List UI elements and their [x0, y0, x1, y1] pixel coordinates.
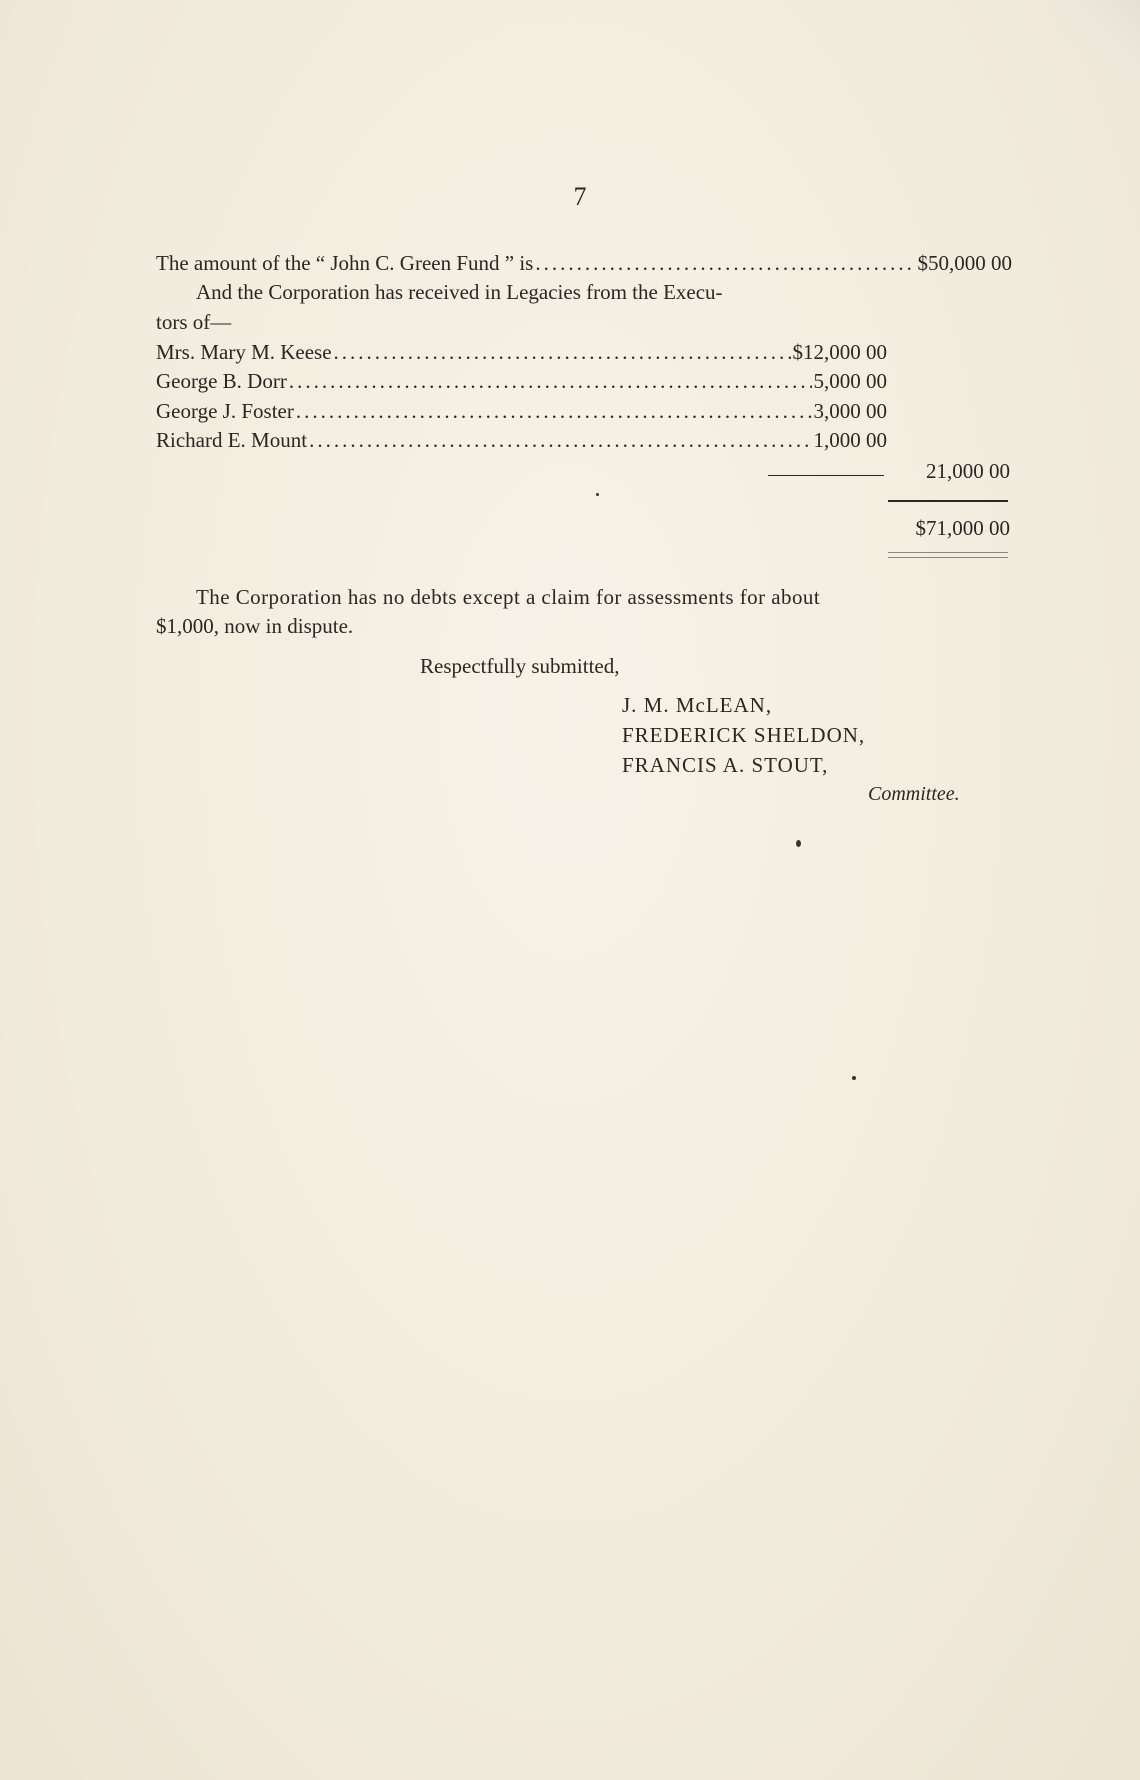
legacies-intro-line-1: And the Corporation has received in Legacies from the Execu- [196, 280, 723, 304]
legacy-name: George J. Foster [156, 399, 294, 423]
page-number: 7 [573, 182, 587, 211]
legacy-name: Mrs. Mary M. Keese [156, 340, 332, 364]
subtotal-rule [768, 475, 884, 476]
legacy-amount: $12,000 00 [792, 340, 887, 364]
dot-leader [296, 396, 812, 426]
paper-speck [596, 493, 599, 496]
fund-label: The amount of the “ John C. Green Fund ” is [156, 251, 534, 275]
legacies-intro-line-2: tors of— [156, 310, 232, 334]
dot-leader [289, 366, 812, 396]
debts-line-2: $1,000, now in dispute. [156, 614, 354, 638]
legacy-row [156, 337, 887, 367]
legacy-row [156, 366, 887, 396]
legacy-name: Richard E. Mount [156, 428, 308, 452]
double-rule [888, 552, 1008, 553]
total-rule [888, 500, 1008, 502]
legacy-row [156, 425, 887, 455]
double-rule [888, 557, 1008, 558]
signatory: FREDERICK SHELDON, [622, 723, 866, 747]
legacy-amount: 5,000 00 [813, 369, 887, 393]
fund-line [156, 248, 1012, 278]
dot-leader [309, 425, 811, 455]
page-corner-fold [1050, 0, 1140, 90]
legacy-amount: 3,000 00 [813, 399, 887, 423]
paper-speck [796, 840, 801, 847]
debts-line-1: The Corporation has no debts except a claim for assessments for about [196, 585, 821, 609]
signature-role: Committee. [868, 783, 960, 805]
legacies-total: 21,000 00 [926, 459, 1010, 483]
signatory: J. M. McLEAN, [622, 693, 773, 717]
dot-leader [334, 337, 791, 367]
signatory: FRANCIS A. STOUT, [622, 753, 829, 777]
grand-total: $71,000 00 [915, 516, 1010, 540]
paper-speck [852, 1076, 856, 1080]
legacy-amount: 1,000 00 [813, 428, 887, 452]
fund-amount: $50,000 00 [917, 251, 1012, 275]
closing-text: Respectfully submitted, [420, 654, 620, 678]
legacy-row [156, 396, 887, 426]
legacy-name: George B. Dorr [156, 369, 287, 393]
dot-leader [535, 248, 915, 278]
